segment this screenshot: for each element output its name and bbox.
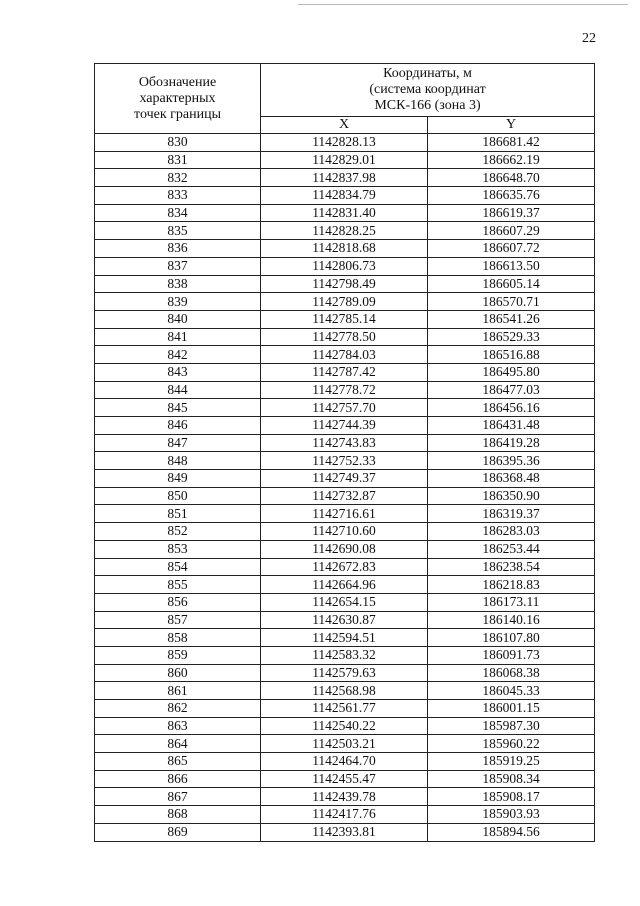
point-id-cell: 839 (95, 293, 261, 311)
points-header-line: характерных (139, 90, 216, 106)
x-coordinate-cell: 1142744.39 (261, 417, 428, 435)
y-coordinate-cell: 186253.44 (428, 540, 595, 558)
point-id-cell: 841 (95, 328, 261, 346)
x-coordinate-cell: 1142455.47 (261, 770, 428, 788)
x-coordinate-cell: 1142664.96 (261, 576, 428, 594)
point-id-cell: 850 (95, 487, 261, 505)
table-row (95, 257, 595, 275)
table-row (95, 310, 595, 328)
x-coordinate-cell: 1142806.73 (261, 257, 428, 275)
point-id-cell: 862 (95, 700, 261, 718)
table-row (95, 328, 595, 346)
table-row (95, 611, 595, 629)
y-coordinate-cell: 186541.26 (428, 310, 595, 328)
x-coordinate-cell: 1142716.61 (261, 505, 428, 523)
y-coordinate-cell: 186529.33 (428, 328, 595, 346)
x-coordinate-cell: 1142568.98 (261, 682, 428, 700)
x-coordinate-cell: 1142540.22 (261, 717, 428, 735)
table-row (95, 240, 595, 258)
coords-header-line: Координаты, м (383, 66, 472, 81)
point-id-cell: 857 (95, 611, 261, 629)
y-coordinate-cell: 186368.48 (428, 470, 595, 488)
points-header-line: точек границы (134, 106, 221, 122)
y-coordinate-cell: 186140.16 (428, 611, 595, 629)
points-column-header (95, 64, 261, 134)
table-row (95, 434, 595, 452)
table-row (95, 770, 595, 788)
page-number: 22 (582, 31, 596, 46)
x-coordinate-cell: 1142732.87 (261, 487, 428, 505)
table-body (95, 134, 595, 842)
point-id-cell: 835 (95, 222, 261, 240)
point-id-cell: 840 (95, 310, 261, 328)
points-header-line: Обозначение (138, 74, 217, 90)
table-row (95, 169, 595, 187)
x-coordinate-cell: 1142752.33 (261, 452, 428, 470)
y-coordinate-cell: 185960.22 (428, 735, 595, 753)
point-id-cell: 865 (95, 753, 261, 771)
y-coordinate-cell: 186068.38 (428, 664, 595, 682)
y-coordinate-cell: 186613.50 (428, 257, 595, 275)
y-coordinate-cell: 185903.93 (428, 806, 595, 824)
point-id-cell: 863 (95, 717, 261, 735)
coordinates-column-header (261, 64, 595, 117)
point-id-cell: 852 (95, 523, 261, 541)
table-row (95, 735, 595, 753)
y-column-header: Y (428, 117, 595, 134)
x-coordinate-cell: 1142757.70 (261, 399, 428, 417)
point-id-cell: 856 (95, 593, 261, 611)
y-coordinate-cell: 186477.03 (428, 381, 595, 399)
x-coordinate-cell: 1142837.98 (261, 169, 428, 187)
y-coordinate-cell: 185908.34 (428, 770, 595, 788)
table-row (95, 823, 595, 841)
y-coordinate-cell: 186456.16 (428, 399, 595, 417)
table-row (95, 700, 595, 718)
point-id-cell: 867 (95, 788, 261, 806)
x-coordinate-cell: 1142828.13 (261, 134, 428, 152)
y-coordinate-cell: 186648.70 (428, 169, 595, 187)
y-coordinate-cell: 186605.14 (428, 275, 595, 293)
x-coordinate-cell: 1142583.32 (261, 646, 428, 664)
y-coordinate-cell: 185908.17 (428, 788, 595, 806)
x-coordinate-cell: 1142787.42 (261, 363, 428, 381)
coordinates-table (94, 63, 595, 842)
table-row (95, 682, 595, 700)
x-coordinate-cell: 1142784.03 (261, 346, 428, 364)
x-coordinate-cell: 1142834.79 (261, 187, 428, 205)
point-id-cell: 858 (95, 629, 261, 647)
x-coordinate-cell: 1142789.09 (261, 293, 428, 311)
x-coordinate-cell: 1142579.63 (261, 664, 428, 682)
y-coordinate-cell: 186319.37 (428, 505, 595, 523)
table-row (95, 646, 595, 664)
x-coordinate-cell: 1142561.77 (261, 700, 428, 718)
y-coordinate-cell: 186218.83 (428, 576, 595, 594)
table-row (95, 788, 595, 806)
y-coordinate-cell: 186570.71 (428, 293, 595, 311)
x-coordinate-cell: 1142749.37 (261, 470, 428, 488)
y-coordinate-cell: 186607.29 (428, 222, 595, 240)
x-coordinate-cell: 1142778.72 (261, 381, 428, 399)
coords-header-line: МСК-166 (зона 3) (374, 98, 481, 113)
table-row (95, 470, 595, 488)
point-id-cell: 832 (95, 169, 261, 187)
point-id-cell: 869 (95, 823, 261, 841)
table-row (95, 275, 595, 293)
x-coordinate-cell: 1142798.49 (261, 275, 428, 293)
x-coordinate-cell: 1142828.25 (261, 222, 428, 240)
y-coordinate-cell: 186681.42 (428, 134, 595, 152)
y-coordinate-cell: 186091.73 (428, 646, 595, 664)
table-row (95, 806, 595, 824)
table-header-row (95, 64, 595, 117)
y-coordinate-cell: 186001.15 (428, 700, 595, 718)
table-row (95, 204, 595, 222)
point-id-cell: 833 (95, 187, 261, 205)
table-row (95, 576, 595, 594)
x-coordinate-cell: 1142710.60 (261, 523, 428, 541)
table-row (95, 540, 595, 558)
point-id-cell: 849 (95, 470, 261, 488)
table-row (95, 417, 595, 435)
y-coordinate-cell: 186495.80 (428, 363, 595, 381)
x-coordinate-cell: 1142672.83 (261, 558, 428, 576)
point-id-cell: 836 (95, 240, 261, 258)
point-id-cell: 855 (95, 576, 261, 594)
y-coordinate-cell: 186662.19 (428, 151, 595, 169)
y-coordinate-cell: 186107.80 (428, 629, 595, 647)
x-coordinate-cell: 1142690.08 (261, 540, 428, 558)
point-id-cell: 859 (95, 646, 261, 664)
x-coordinate-cell: 1142785.14 (261, 310, 428, 328)
table-row (95, 558, 595, 576)
y-coordinate-cell: 186173.11 (428, 593, 595, 611)
table-row (95, 134, 595, 152)
x-coordinate-cell: 1142393.81 (261, 823, 428, 841)
point-id-cell: 853 (95, 540, 261, 558)
point-id-cell: 834 (95, 204, 261, 222)
x-coordinate-cell: 1142464.70 (261, 753, 428, 771)
point-id-cell: 854 (95, 558, 261, 576)
table-row (95, 664, 595, 682)
table-row (95, 293, 595, 311)
point-id-cell: 837 (95, 257, 261, 275)
point-id-cell: 831 (95, 151, 261, 169)
x-coordinate-cell: 1142831.40 (261, 204, 428, 222)
point-id-cell: 851 (95, 505, 261, 523)
point-id-cell: 838 (95, 275, 261, 293)
x-coordinate-cell: 1142439.78 (261, 788, 428, 806)
point-id-cell: 847 (95, 434, 261, 452)
x-coordinate-cell: 1142743.83 (261, 434, 428, 452)
point-id-cell: 864 (95, 735, 261, 753)
x-coordinate-cell: 1142630.87 (261, 611, 428, 629)
y-coordinate-cell: 186395.36 (428, 452, 595, 470)
x-coordinate-cell: 1142654.15 (261, 593, 428, 611)
table-row (95, 363, 595, 381)
table-row (95, 593, 595, 611)
y-coordinate-cell: 185987.30 (428, 717, 595, 735)
x-coordinate-cell: 1142594.51 (261, 629, 428, 647)
point-id-cell: 848 (95, 452, 261, 470)
point-id-cell: 844 (95, 381, 261, 399)
x-column-header: X (261, 117, 428, 134)
point-id-cell: 843 (95, 363, 261, 381)
point-id-cell: 842 (95, 346, 261, 364)
table-row (95, 505, 595, 523)
point-id-cell: 860 (95, 664, 261, 682)
table-row (95, 346, 595, 364)
table-row (95, 629, 595, 647)
y-coordinate-cell: 185919.25 (428, 753, 595, 771)
y-coordinate-cell: 186516.88 (428, 346, 595, 364)
table-row (95, 452, 595, 470)
y-coordinate-cell: 186607.72 (428, 240, 595, 258)
point-id-cell: 846 (95, 417, 261, 435)
y-coordinate-cell: 186619.37 (428, 204, 595, 222)
point-id-cell: 861 (95, 682, 261, 700)
table-row (95, 753, 595, 771)
table-row (95, 381, 595, 399)
y-coordinate-cell: 186238.54 (428, 558, 595, 576)
table-row (95, 523, 595, 541)
y-coordinate-cell: 186350.90 (428, 487, 595, 505)
x-coordinate-cell: 1142829.01 (261, 151, 428, 169)
table-row (95, 717, 595, 735)
table-row (95, 187, 595, 205)
x-coordinate-cell: 1142503.21 (261, 735, 428, 753)
point-id-cell: 866 (95, 770, 261, 788)
x-coordinate-cell: 1142818.68 (261, 240, 428, 258)
point-id-cell: 845 (95, 399, 261, 417)
point-id-cell: 830 (95, 134, 261, 152)
coords-header-line: (система координат (369, 82, 486, 97)
y-coordinate-cell: 186283.03 (428, 523, 595, 541)
y-coordinate-cell: 186045.33 (428, 682, 595, 700)
y-coordinate-cell: 186431.48 (428, 417, 595, 435)
table-row (95, 399, 595, 417)
table-row (95, 222, 595, 240)
top-rule (298, 4, 628, 5)
x-coordinate-cell: 1142417.76 (261, 806, 428, 824)
y-coordinate-cell: 185894.56 (428, 823, 595, 841)
table-row (95, 487, 595, 505)
point-id-cell: 868 (95, 806, 261, 824)
y-coordinate-cell: 186635.76 (428, 187, 595, 205)
table-row (95, 151, 595, 169)
y-coordinate-cell: 186419.28 (428, 434, 595, 452)
x-coordinate-cell: 1142778.50 (261, 328, 428, 346)
